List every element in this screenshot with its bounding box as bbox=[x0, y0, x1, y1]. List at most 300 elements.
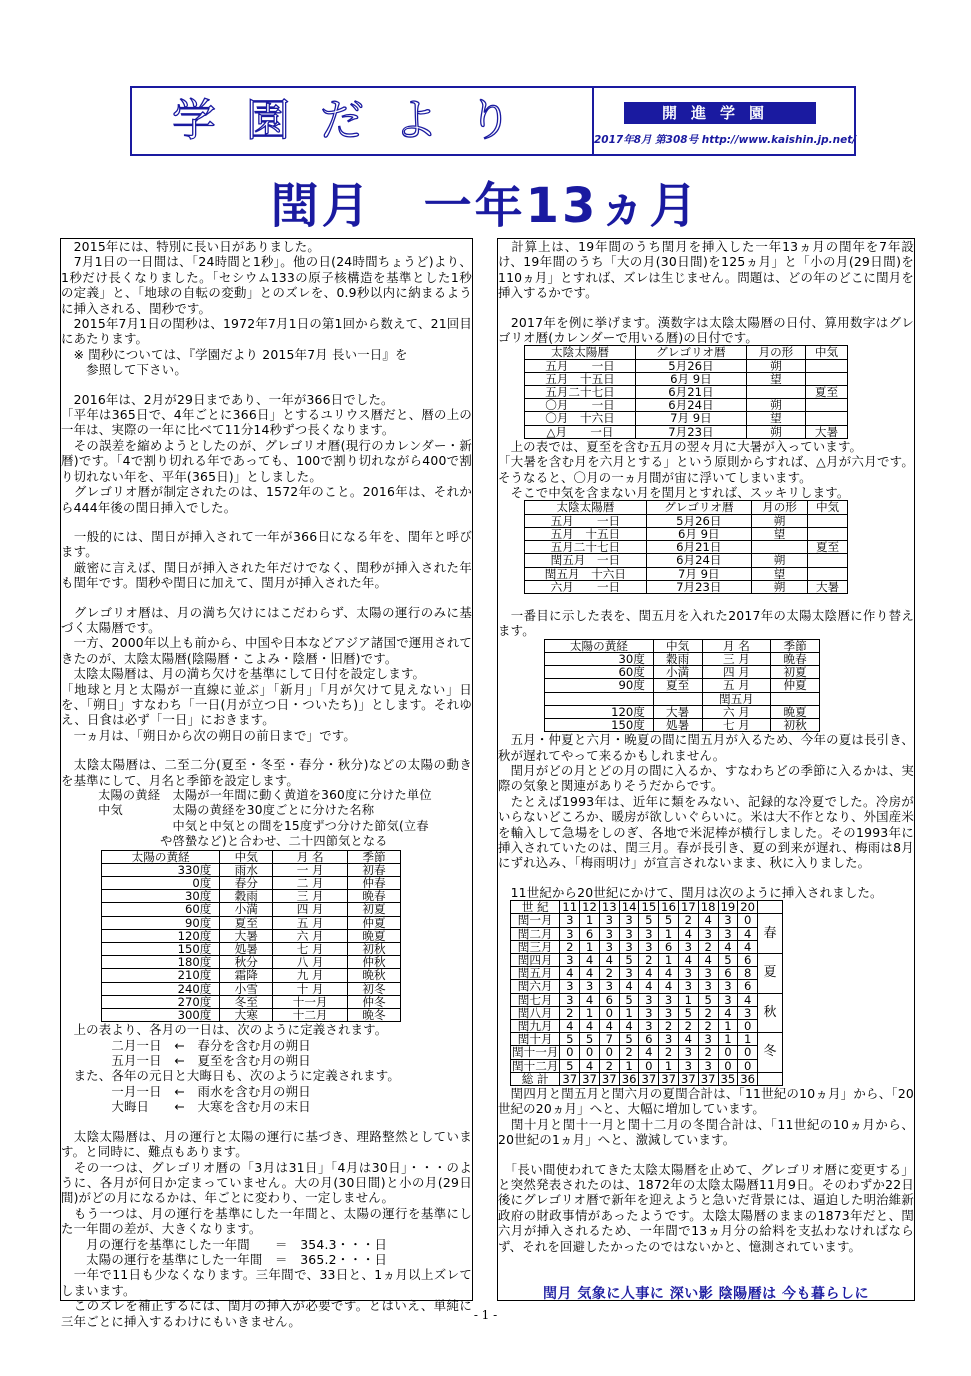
table-cell: 4 bbox=[698, 914, 718, 927]
table-cell: 0 bbox=[599, 1046, 619, 1059]
table-cell: 3 bbox=[599, 940, 619, 953]
paragraph: 2017年を例に挙げます。漢数字は太陰太陽暦の日付、算用数字はグレゴリオ暦(カレンダーで用いる暦)の日付です。 bbox=[498, 314, 914, 346]
table-cell: 1 bbox=[619, 1006, 639, 1019]
newsletter-title: 学園だより bbox=[172, 95, 542, 146]
table-cell: 4 bbox=[639, 967, 659, 980]
table-cell: 1 bbox=[659, 954, 679, 967]
table-cell: 6月21日 bbox=[646, 541, 751, 554]
table-cell: 5 bbox=[698, 993, 718, 1006]
table-cell: 晩夏 bbox=[348, 929, 401, 942]
table-row bbox=[545, 666, 820, 679]
paragraph: 上の表より、各月の一日は、次のように定義されます。 二月一日 ← 春分を含む月の朔日 五月一日 ← 夏至を含む月の朔日 また、各年の元日と大晦日も、次のように定義されます。 一月一日 ← 雨水を含む月の朔日 大晦日 ← 大寒を含む月の末日 bbox=[73, 1022, 400, 1115]
table-cell: 1 bbox=[580, 914, 600, 927]
paragraph: 「長い間使われてきた太陰太陽暦を止めて、グレゴリオ暦に変更する」と突然発表されたのは、1872年の太陰太陽暦11月9日。そのわずか22日後にグレゴリオ暦で新年を迎えようと急いだ背景には、逼迫した明治維新政府の財政事情があったようです。太陰太陽暦のままの1873年だと、閏六月が挿入されるため、一年間で13ヵ月分の給料を支払わなければならず、それを回避したかったのではないかと、憶測されています。 bbox=[498, 1161, 914, 1254]
table-cell bbox=[806, 372, 848, 385]
table-row bbox=[525, 359, 848, 372]
table-cell: 35 bbox=[718, 1072, 738, 1085]
row-label: 閏四月 bbox=[511, 954, 560, 967]
table-cell: 2 bbox=[619, 1046, 639, 1059]
table-cell bbox=[808, 554, 848, 567]
table-cell: 37 bbox=[659, 1072, 679, 1085]
column-header: 19 bbox=[718, 901, 738, 914]
table-cell: 2 bbox=[659, 1046, 679, 1059]
table-cell: 2 bbox=[599, 1059, 619, 1072]
table-cell: 5 bbox=[619, 1033, 639, 1046]
table-cell: 朔 bbox=[751, 554, 807, 567]
table-cell: 仲秋 bbox=[348, 956, 401, 969]
table-cell: 6 bbox=[599, 993, 619, 1006]
paragraph: 太陰太陽暦は、月の運行と太陽の運行に基づき、理路整然としています。と同時に、難点もあります。 その一つは、グレゴリオ暦の「3月は31日」「4月は30日」・・・のように、各月が何日か定まっていません。大の月(30日間)と小の月(29日間)がどの月になるかは、年ごとに変わり、一定しません。 もう一つは、月の運行を基準にした一年間と、太陽の運行を基準にした一年間の差が、大きくなります。 月の運行を基準にした一年間 ＝ 354.3・・・日 太陽の運行を基準にした一年間 ＝ 365.2・・・日 一年で11日も少なくなります。三年間で、33日と、1ヵ月以上ズレてしまいます。 このズレを補正するには、閏月の挿入が必要です。とはいえ、単純に三年ごとに挿入するわけにもいきません。 bbox=[61, 1128, 472, 1329]
table-cell: 6 bbox=[639, 1033, 659, 1046]
table-cell: 3 bbox=[619, 927, 639, 940]
table-cell: 4 bbox=[678, 927, 698, 940]
paragraph: 閏四月と閏五月と閏六月の夏閏合計は、「11世紀の10ヵ月」から、「20世紀の20ヵ月」へと、大幅に増加しています。 閏十月と閏十一月と閏十二月の冬閏合計は、「11世紀の10ヵ月から、20世紀の1ヵ月」へと、激減しています。 bbox=[498, 1086, 914, 1148]
definition-list: 太陽の黄経 太陽が一年間に動く黄道を360度に分けた単位 中気 太陽の黄経を30度ごとに分けた名称 中気と中気との間を15度ずつ分けた節気(立春 や啓蟄など)と合わせ、二十四節気となる bbox=[98, 788, 432, 849]
table-cell: 180度 bbox=[102, 956, 220, 969]
table-cell: 6 bbox=[718, 967, 738, 980]
table-cell: 270度 bbox=[102, 995, 220, 1008]
row-label: 閏十一月 bbox=[512, 1045, 559, 1060]
table-cell bbox=[771, 692, 820, 705]
table-cell: 3 bbox=[619, 940, 639, 953]
table-cell: 3 bbox=[639, 993, 659, 1006]
table-cell: 6月24日 bbox=[635, 399, 746, 412]
table-row bbox=[102, 863, 401, 876]
table-cell: 冬至 bbox=[220, 995, 273, 1008]
table-cell: 四 月 bbox=[702, 666, 771, 679]
table-cell: 3 bbox=[698, 980, 718, 993]
masthead bbox=[130, 86, 856, 156]
table-cell: 一 月 bbox=[273, 863, 348, 876]
row-label: 閏二月 bbox=[511, 927, 560, 940]
table-row bbox=[102, 995, 401, 1008]
table-cell: 6月21日 bbox=[635, 386, 746, 399]
table-cell: 晩秋 bbox=[348, 969, 401, 982]
table-row bbox=[511, 1033, 783, 1046]
table-cell: 5 bbox=[580, 1033, 600, 1046]
table-cell: 3 bbox=[718, 980, 738, 993]
table-cell: 朔 bbox=[751, 580, 807, 593]
table-cell bbox=[806, 412, 848, 425]
table-cell bbox=[758, 1072, 783, 1085]
column-header: 中気 bbox=[808, 501, 848, 514]
table-cell: 1 bbox=[619, 1059, 639, 1072]
table-cell: 4 bbox=[619, 1020, 639, 1033]
table-cell: 150度 bbox=[102, 943, 220, 956]
table-cell: 大暑 bbox=[806, 425, 848, 438]
table-cell: 大暑 bbox=[808, 580, 848, 593]
column-header: グレゴリオ暦 bbox=[646, 501, 751, 514]
century-leap-table bbox=[510, 900, 783, 1086]
table-cell: 五月 一日 bbox=[525, 514, 647, 527]
table-cell: 夏至 bbox=[808, 541, 848, 554]
table-cell: 3 bbox=[678, 1059, 698, 1072]
table-cell: 仲春 bbox=[348, 877, 401, 890]
table-cell: 6 bbox=[738, 980, 758, 993]
table-cell: 2 bbox=[560, 1006, 580, 1019]
table-cell: 3 bbox=[560, 980, 580, 993]
table-cell: 3 bbox=[698, 967, 718, 980]
table-row bbox=[525, 425, 848, 438]
table-row bbox=[102, 903, 401, 916]
calendar-2017-table bbox=[524, 345, 848, 438]
column-header: 中気 bbox=[220, 850, 273, 863]
table-cell: 5月26日 bbox=[646, 514, 751, 527]
table-cell: 4 bbox=[659, 967, 679, 980]
table-cell: 1 bbox=[659, 927, 679, 940]
table-cell bbox=[808, 514, 848, 527]
table-cell: 3 bbox=[560, 954, 580, 967]
table-cell: 朔 bbox=[746, 359, 805, 372]
table-cell: 7月 9日 bbox=[646, 567, 751, 580]
paragraph: 計算上は、19年間のうち閏月を挿入した一年13ヵ月の閏年を7年設け、19年間のうち「大の月(30日間)を125ヵ月」と「小の月(29日間)を110ヵ月」とすれば、ズレは生じません。問題は、どの年のどこに閏月を挿入するかです。 bbox=[498, 239, 914, 301]
table-cell: 1 bbox=[718, 1033, 738, 1046]
table-cell: 4 bbox=[580, 1020, 600, 1033]
table-cell: 穀雨 bbox=[220, 890, 273, 903]
table-cell: 〇月 一日 bbox=[525, 399, 636, 412]
table-row bbox=[511, 967, 783, 980]
table-cell: 処暑 bbox=[220, 943, 273, 956]
column-header bbox=[758, 901, 783, 914]
table-cell: 1 bbox=[580, 1006, 600, 1019]
column-header: 15 bbox=[639, 901, 659, 914]
table-cell: 4 bbox=[698, 954, 718, 967]
table-row bbox=[525, 554, 848, 567]
table-cell bbox=[751, 541, 807, 554]
table-cell: 5 bbox=[718, 954, 738, 967]
right-column bbox=[497, 238, 915, 1301]
table-row bbox=[102, 943, 401, 956]
table-cell: 2 bbox=[678, 914, 698, 927]
table-cell: 3 bbox=[678, 980, 698, 993]
table-row bbox=[102, 877, 401, 890]
table-cell: 36 bbox=[619, 1072, 639, 1085]
table-cell: 210度 bbox=[102, 969, 220, 982]
column-header: 世 紀 bbox=[511, 901, 560, 914]
table-cell: 霜降 bbox=[220, 969, 273, 982]
paragraph: 太陰太陽暦は、二至二分(夏至・冬至・春分・秋分)などの太陽の動きを基準にして、月名と季節を設定します。 bbox=[61, 757, 472, 788]
table-cell bbox=[806, 359, 848, 372]
table-cell: 3 bbox=[659, 993, 679, 1006]
row-label: 閏一月 bbox=[511, 914, 560, 927]
table-cell: 大暑 bbox=[653, 705, 702, 718]
revised-term-table bbox=[544, 639, 820, 732]
paragraph: 11世紀から20世紀にかけて、閏月は次のように挿入されました。 bbox=[498, 884, 883, 900]
table-cell: 90度 bbox=[545, 679, 654, 692]
page-number: - 1 - bbox=[473, 1308, 498, 1322]
table-cell: 3 bbox=[698, 927, 718, 940]
table-cell: 2 bbox=[698, 1006, 718, 1019]
table-cell: 3 bbox=[560, 993, 580, 1006]
headline: 閏月 一年13ヵ月 bbox=[270, 178, 701, 234]
table-cell: 穀雨 bbox=[653, 652, 702, 665]
column-header: 中気 bbox=[653, 639, 702, 652]
table-cell: 4 bbox=[718, 1006, 738, 1019]
table-cell bbox=[746, 386, 805, 399]
table-cell: 大暑 bbox=[220, 929, 273, 942]
table-cell: 0 bbox=[560, 1046, 580, 1059]
table-cell: 6月 9日 bbox=[646, 527, 751, 540]
table-cell: 2 bbox=[639, 954, 659, 967]
column-header: 太陰太陽暦 bbox=[525, 346, 636, 359]
table-cell: 四 月 bbox=[273, 903, 348, 916]
column-header: 月 名 bbox=[702, 639, 771, 652]
column-header: 季節 bbox=[771, 639, 820, 652]
table-cell: 五月 一日 bbox=[525, 359, 636, 372]
table-cell: 0 bbox=[599, 1006, 619, 1019]
table-cell: 初夏 bbox=[771, 666, 820, 679]
table-cell: 三 月 bbox=[702, 652, 771, 665]
table-cell: 夏至 bbox=[220, 916, 273, 929]
table-cell: 初秋 bbox=[348, 943, 401, 956]
table-cell: 4 bbox=[560, 1020, 580, 1033]
table-row bbox=[525, 514, 848, 527]
table-cell bbox=[545, 692, 654, 705]
table-cell: 3 bbox=[619, 914, 639, 927]
table-cell: 7月 9日 bbox=[635, 412, 746, 425]
table-cell: 4 bbox=[560, 967, 580, 980]
table-cell: 6 bbox=[580, 927, 600, 940]
table-cell: 240度 bbox=[102, 982, 220, 995]
table-cell: 3 bbox=[619, 967, 639, 980]
table-cell: 晩春 bbox=[771, 652, 820, 665]
table-row bbox=[525, 567, 848, 580]
table-cell: 8 bbox=[738, 967, 758, 980]
row-label: 閏十月 bbox=[511, 1033, 560, 1046]
table-cell: 2 bbox=[698, 940, 718, 953]
table-cell: 6 bbox=[738, 954, 758, 967]
paragraph: グレゴリオ暦は、月の満ち欠けにはこだわらず、太陽の運行のみに基づく太陽暦です。 一方、2000年以上も前から、中国や日本などアジア諸国で運用されてきたのが、太陰太陽暦(陰陽暦・こよみ・陰暦・旧暦)です。 太陰太陽暦は、月の満ち欠けを基準にして日付を設定します。 「地球と月と太陽が一直線に並ぶ」「新月」「月が欠けて見えない」日を、「朔日」すなわち「一日(月が立つ日・ついたち)」とします。それゆえ、日食は必ず「一日」におきます。 一ヵ月は、「朔日から次の朔日の前日まで」です。 bbox=[61, 604, 472, 743]
table-row bbox=[102, 956, 401, 969]
table-cell: 37 bbox=[678, 1072, 698, 1085]
column-header: 月 名 bbox=[273, 850, 348, 863]
table-cell: 五月二十七日 bbox=[525, 541, 647, 554]
table-cell: 7月23日 bbox=[646, 580, 751, 593]
column-header: 月の形 bbox=[746, 346, 805, 359]
table-cell: 2 bbox=[678, 1020, 698, 1033]
table-cell: 初秋 bbox=[771, 718, 820, 731]
table-cell: 3 bbox=[599, 914, 619, 927]
table-cell: 朔 bbox=[751, 514, 807, 527]
table-cell: 1 bbox=[678, 993, 698, 1006]
table-cell bbox=[806, 399, 848, 412]
table-cell: 小満 bbox=[653, 666, 702, 679]
table-cell: 6 bbox=[659, 940, 679, 953]
table-cell: 5 bbox=[678, 1006, 698, 1019]
table-cell: 37 bbox=[698, 1072, 718, 1085]
table-cell: 春分 bbox=[220, 877, 273, 890]
table-row bbox=[545, 652, 820, 665]
paragraph: 一番目に示した表を、閏五月を入れた2017年の太陽太陰暦に作り替えます。 bbox=[498, 607, 914, 639]
column-header: 太陽の黄経 bbox=[545, 639, 654, 652]
table-cell: 仲夏 bbox=[348, 916, 401, 929]
table-cell: 五 月 bbox=[702, 679, 771, 692]
table-row bbox=[525, 541, 848, 554]
table-cell: 0 bbox=[738, 1059, 758, 1072]
table-cell bbox=[653, 692, 702, 705]
row-label: 閏三月 bbox=[511, 940, 560, 953]
table-cell: 120度 bbox=[102, 929, 220, 942]
table-cell: 二 月 bbox=[273, 877, 348, 890]
table-row bbox=[545, 705, 820, 718]
table-cell: 1 bbox=[659, 1059, 679, 1072]
paragraph: 上の表では、夏至を含む五月の翌々月に大暑が入っています。 「大暑を含む月を六月とする」という原則からすれば、△月が六月です。そうなると、〇月の一ヵ月間が宙に浮いてしまいます。 そこで中気を含まない月を閏月とすれば、スッキリします。 bbox=[498, 438, 914, 501]
table-cell: 3 bbox=[718, 927, 738, 940]
table-cell: 37 bbox=[580, 1072, 600, 1085]
table-cell: 5 bbox=[659, 914, 679, 927]
table-row bbox=[511, 1020, 783, 1033]
table-row bbox=[511, 993, 783, 1006]
table-cell: 3 bbox=[738, 1006, 758, 1019]
table-cell: 晩冬 bbox=[348, 1009, 401, 1022]
table-cell: 九 月 bbox=[273, 969, 348, 982]
table-cell: 六 月 bbox=[273, 929, 348, 942]
table-cell: 0 bbox=[580, 1046, 600, 1059]
row-label: 総 計 bbox=[511, 1072, 560, 1085]
table-cell: 3 bbox=[678, 940, 698, 953]
column-header: 月の形 bbox=[751, 501, 807, 514]
table-cell: 3 bbox=[698, 1033, 718, 1046]
table-cell: 3 bbox=[718, 993, 738, 1006]
table-cell: 0度 bbox=[102, 877, 220, 890]
table-cell bbox=[808, 527, 848, 540]
table-cell: 秋分 bbox=[220, 956, 273, 969]
table-cell: 朔 bbox=[746, 425, 805, 438]
left-column bbox=[60, 238, 473, 1329]
table-cell: 夏至 bbox=[653, 679, 702, 692]
table-cell: 0 bbox=[639, 1059, 659, 1072]
table-row bbox=[102, 982, 401, 995]
table-row bbox=[102, 916, 401, 929]
table-cell: 5 bbox=[639, 914, 659, 927]
closing-verse: 閏月 気象に人事に 深い影 陰陽暦は 今も暮らしに bbox=[543, 1286, 869, 1302]
table-cell: 望 bbox=[751, 527, 807, 540]
column-header: 中気 bbox=[806, 346, 848, 359]
table-cell: 2 bbox=[659, 1020, 679, 1033]
table-cell: 1 bbox=[580, 940, 600, 953]
table-cell: 6月24日 bbox=[646, 554, 751, 567]
table-cell: 4 bbox=[599, 954, 619, 967]
column-header: 12 bbox=[580, 901, 600, 914]
table-cell: △月 一日 bbox=[525, 425, 636, 438]
season-label: 春 bbox=[758, 914, 783, 954]
table-cell: 120度 bbox=[545, 705, 654, 718]
table-cell: 5 bbox=[560, 1033, 580, 1046]
table-cell: 望 bbox=[746, 412, 805, 425]
table-cell: 2 bbox=[698, 1020, 718, 1033]
table-cell: 望 bbox=[746, 372, 805, 385]
table-cell: 処暑 bbox=[653, 718, 702, 731]
column-header: 11 bbox=[560, 901, 580, 914]
table-cell: 大寒 bbox=[220, 1009, 273, 1022]
table-row bbox=[545, 718, 820, 731]
table-cell: 7月23日 bbox=[635, 425, 746, 438]
season-label: 夏 bbox=[758, 954, 783, 994]
column-header: 18 bbox=[698, 901, 718, 914]
column-header: 太陰太陽暦 bbox=[525, 501, 647, 514]
table-cell: 初夏 bbox=[348, 903, 401, 916]
table-cell: 3 bbox=[639, 1020, 659, 1033]
table-cell: 2 bbox=[599, 967, 619, 980]
table-cell: 3 bbox=[599, 980, 619, 993]
table-cell: 七 月 bbox=[273, 943, 348, 956]
table-cell: 3 bbox=[560, 927, 580, 940]
table-cell: 4 bbox=[580, 993, 600, 1006]
table-row bbox=[511, 1059, 783, 1072]
table-cell: 3 bbox=[659, 1033, 679, 1046]
table-cell: 4 bbox=[580, 954, 600, 967]
table-cell: 5 bbox=[619, 954, 639, 967]
table-cell: 30度 bbox=[545, 652, 654, 665]
issue-info: 2017年8月 第308号 http://www.kaishin.jp.net/ bbox=[594, 134, 857, 146]
table-cell: 3 bbox=[659, 1006, 679, 1019]
table-cell: 37 bbox=[560, 1072, 580, 1085]
table-cell: 4 bbox=[738, 940, 758, 953]
table-row bbox=[511, 927, 783, 940]
table-row bbox=[525, 580, 848, 593]
table-cell: 3 bbox=[678, 1046, 698, 1059]
table-row bbox=[525, 386, 848, 399]
row-label: 閏五月 bbox=[511, 967, 560, 980]
table-cell: 36 bbox=[738, 1072, 758, 1085]
row-label: 閏七月 bbox=[511, 993, 560, 1006]
table-cell: 望 bbox=[751, 567, 807, 580]
table-cell: 4 bbox=[678, 954, 698, 967]
table-cell: 仲夏 bbox=[771, 679, 820, 692]
table-row bbox=[102, 890, 401, 903]
table-cell: 2 bbox=[560, 940, 580, 953]
column-header: 16 bbox=[659, 901, 679, 914]
table-cell: 4 bbox=[599, 1020, 619, 1033]
column-header: 20 bbox=[738, 901, 758, 914]
table-cell: 0 bbox=[718, 1046, 738, 1059]
table-cell: 十 月 bbox=[273, 982, 348, 995]
table-cell: 夏至 bbox=[806, 386, 848, 399]
table-cell: 3 bbox=[599, 927, 619, 940]
table-row bbox=[525, 399, 848, 412]
table-cell: 閏五月 十六日 bbox=[525, 567, 647, 580]
table-row bbox=[511, 940, 783, 953]
table-cell: 4 bbox=[659, 980, 679, 993]
table-cell: 330度 bbox=[102, 863, 220, 876]
table-cell: 3 bbox=[639, 927, 659, 940]
calendar-leap-table bbox=[524, 500, 848, 593]
table-cell: 37 bbox=[639, 1072, 659, 1085]
table-cell: 60度 bbox=[102, 903, 220, 916]
table-cell: 90度 bbox=[102, 916, 220, 929]
season-label: 秋 bbox=[758, 993, 783, 1033]
table-cell: 4 bbox=[580, 967, 600, 980]
table-cell: 4 bbox=[619, 980, 639, 993]
table-cell: 4 bbox=[738, 927, 758, 940]
table-cell: 六 月 bbox=[702, 705, 771, 718]
table-cell: 十一月 bbox=[273, 995, 348, 1008]
table-cell: 1 bbox=[718, 1020, 738, 1033]
table-cell: 五 月 bbox=[273, 916, 348, 929]
column-header: 季節 bbox=[348, 850, 401, 863]
table-cell: 4 bbox=[580, 1059, 600, 1072]
table-cell: 5 bbox=[560, 1059, 580, 1072]
table-row bbox=[102, 969, 401, 982]
table-cell: 0 bbox=[718, 1059, 738, 1072]
table-row bbox=[545, 679, 820, 692]
total-row bbox=[511, 1072, 783, 1085]
table-cell: 小満 bbox=[220, 903, 273, 916]
table-cell: 4 bbox=[678, 1033, 698, 1046]
table-cell: 3 bbox=[639, 1006, 659, 1019]
table-cell: 4 bbox=[738, 993, 758, 1006]
table-cell: 朔 bbox=[746, 399, 805, 412]
